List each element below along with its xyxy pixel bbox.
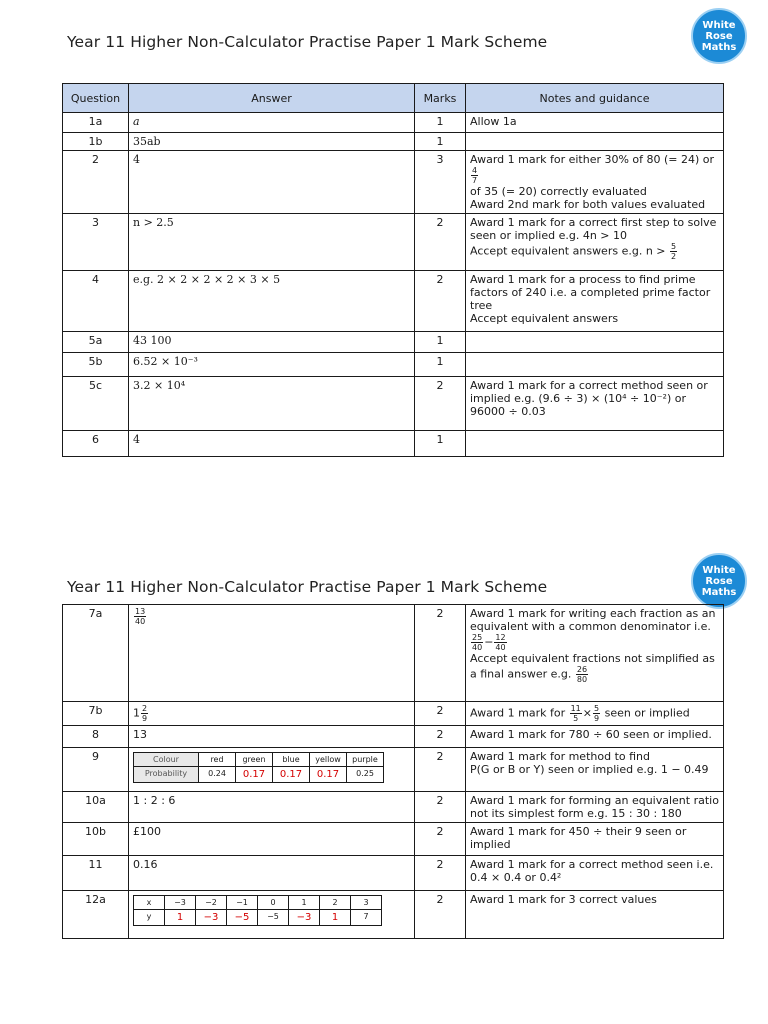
table-row [63, 431, 724, 457]
answer-cell: 43 100 [129, 332, 415, 353]
answer-cell: 4 [129, 431, 415, 457]
question-cell: 1a [63, 113, 129, 133]
notes-cell: Award 1 mark for forming an equivalent ratio not its simplest form e.g. 15 : 30 : 180 [466, 792, 724, 823]
notes-cell: Award 1 mark for either 30% of 80 (= 24) or $\frac{4}{7}$ of 35 (= 20) correctly evaluated Award 2nd mark for both values evaluated [466, 151, 724, 214]
page-title: Year 11 Higher Non-Calculator Practise Paper 1 Mark Scheme [67, 33, 548, 51]
question-cell: 6 [63, 431, 129, 457]
question-cell: 11 [63, 856, 129, 891]
marks-cell: 2 [415, 748, 466, 792]
answer-cell: a [129, 113, 415, 133]
marks-cell: 2 [415, 605, 466, 702]
xy-values-table: x −3 −2 −1 0 1 2 3 y 1 −3 −5 −5 −3 1 7 [133, 895, 382, 926]
marks-cell: 2 [415, 891, 466, 939]
answer-cell: 35ab [129, 133, 415, 151]
table-row [63, 377, 724, 431]
answer-cell: e.g. 2 × 2 × 2 × 2 × 3 × 5 [129, 271, 415, 332]
page-title: Year 11 Higher Non-Calculator Practise Paper 1 Mark Scheme [67, 578, 548, 596]
question-cell: 10a [63, 792, 129, 823]
notes-cell [466, 133, 724, 151]
table-row [63, 353, 724, 377]
notes-cell: Award 1 mark for 3 correct values [466, 891, 724, 939]
answer-cell [129, 891, 415, 939]
marks-cell: 2 [415, 702, 466, 726]
mark-scheme-table [62, 83, 724, 457]
notes-cell: Award 1 mark for a correct method seen or implied e.g. (9.6 ÷ 3) × (10⁴ ÷ 10⁻²) or 96000 ÷ 0.03 [466, 377, 724, 431]
probability-table: Colour red green blue yellow purple Probability 0.24 0.17 0.17 0.17 0.25 [133, 752, 384, 783]
marks-cell: 1 [415, 332, 466, 353]
question-cell: 3 [63, 214, 129, 271]
marks-cell: 3 [415, 151, 466, 214]
marks-cell: 1 [415, 133, 466, 151]
answer-cell [129, 748, 415, 792]
mark-scheme-page-1 [0, 0, 768, 470]
table-row [63, 891, 724, 939]
marks-cell: 2 [415, 856, 466, 891]
marks-cell: 2 [415, 214, 466, 271]
notes-cell: Award 1 mark for 450 ÷ their 9 seen or implied [466, 823, 724, 856]
marks-cell: 1 [415, 113, 466, 133]
marks-cell: 1 [415, 353, 466, 377]
question-cell: 4 [63, 271, 129, 332]
question-cell: 12a [63, 891, 129, 939]
header-answer: Answer [129, 84, 415, 113]
notes-cell: Award 1 mark for a process to find prime factors of 240 i.e. a completed prime factor tree Accept equivalent answers [466, 271, 724, 332]
table-row [63, 214, 724, 271]
answer-cell: 3.2 × 10⁴ [129, 377, 415, 431]
question-cell: 7b [63, 702, 129, 726]
table-row [63, 823, 724, 856]
notes-cell [466, 353, 724, 377]
question-cell: 10b [63, 823, 129, 856]
table-row [63, 748, 724, 792]
table-row [63, 702, 724, 726]
white-rose-maths-logo: White Rose Maths [691, 553, 747, 609]
table-row [63, 726, 724, 748]
answer-cell: 1 $\frac{2}{9}$ [129, 702, 415, 726]
question-cell: 5b [63, 353, 129, 377]
marks-cell: 2 [415, 271, 466, 332]
table-row [63, 113, 724, 133]
notes-cell [466, 431, 724, 457]
table-row [63, 133, 724, 151]
white-rose-maths-logo: White Rose Maths [691, 8, 747, 64]
question-cell: 5c [63, 377, 129, 431]
table-row [63, 271, 724, 332]
answer-cell: 1 : 2 : 6 [129, 792, 415, 823]
marks-cell: 2 [415, 792, 466, 823]
answer-cell: 6.52 × 10⁻³ [129, 353, 415, 377]
header-notes: Notes and guidance [466, 84, 724, 113]
header-question: Question [63, 84, 129, 113]
answer-cell: 0.16 [129, 856, 415, 891]
table-row [63, 605, 724, 702]
answer-cell: £100 [129, 823, 415, 856]
answer-cell: $\frac{13}{40}$ [129, 605, 415, 702]
question-cell: 2 [63, 151, 129, 214]
notes-cell: Award 1 mark for a correct method seen i.e. 0.4 × 0.4 or 0.4² [466, 856, 724, 891]
table-row [63, 332, 724, 353]
answer-cell: n > 2.5 [129, 214, 415, 271]
answer-cell: 4 [129, 151, 415, 214]
table-row [63, 151, 724, 214]
marks-cell: 1 [415, 431, 466, 457]
question-cell: 1b [63, 133, 129, 151]
notes-cell: Award 1 mark for writing each fraction as an equivalent with a common denominator i.e. $\frac{25}{40}$ − $\frac{12}{40}$ Accept equivalent fractions not simplified as a final answer e.g. $\frac{26}{80}$ [466, 605, 724, 702]
question-cell: 9 [63, 748, 129, 792]
marks-cell: 2 [415, 823, 466, 856]
notes-cell: Award 1 mark for method to find P(G or B or Y) seen or implied e.g. 1 − 0.49 [466, 748, 724, 792]
notes-cell [466, 332, 724, 353]
mark-scheme-table [62, 604, 724, 939]
question-cell: 8 [63, 726, 129, 748]
header-marks: Marks [415, 84, 466, 113]
mark-scheme-page-2 [0, 545, 768, 1024]
notes-cell: Award 1 mark for 780 ÷ 60 seen or implied. [466, 726, 724, 748]
question-cell: 5a [63, 332, 129, 353]
table-row [63, 792, 724, 823]
notes-cell: Allow 1a [466, 113, 724, 133]
question-cell: 7a [63, 605, 129, 702]
notes-cell: Award 1 mark for $\frac{11}{5}$ × $\frac{5}{9}$ seen or implied [466, 702, 724, 726]
answer-cell: 13 [129, 726, 415, 748]
table-row [63, 856, 724, 891]
notes-cell: Award 1 mark for a correct first step to solve seen or implied e.g. 4n > 10 Accept equivalent answers e.g. n > $\frac{5}{2}$ [466, 214, 724, 271]
marks-cell: 2 [415, 377, 466, 431]
marks-cell: 2 [415, 726, 466, 748]
